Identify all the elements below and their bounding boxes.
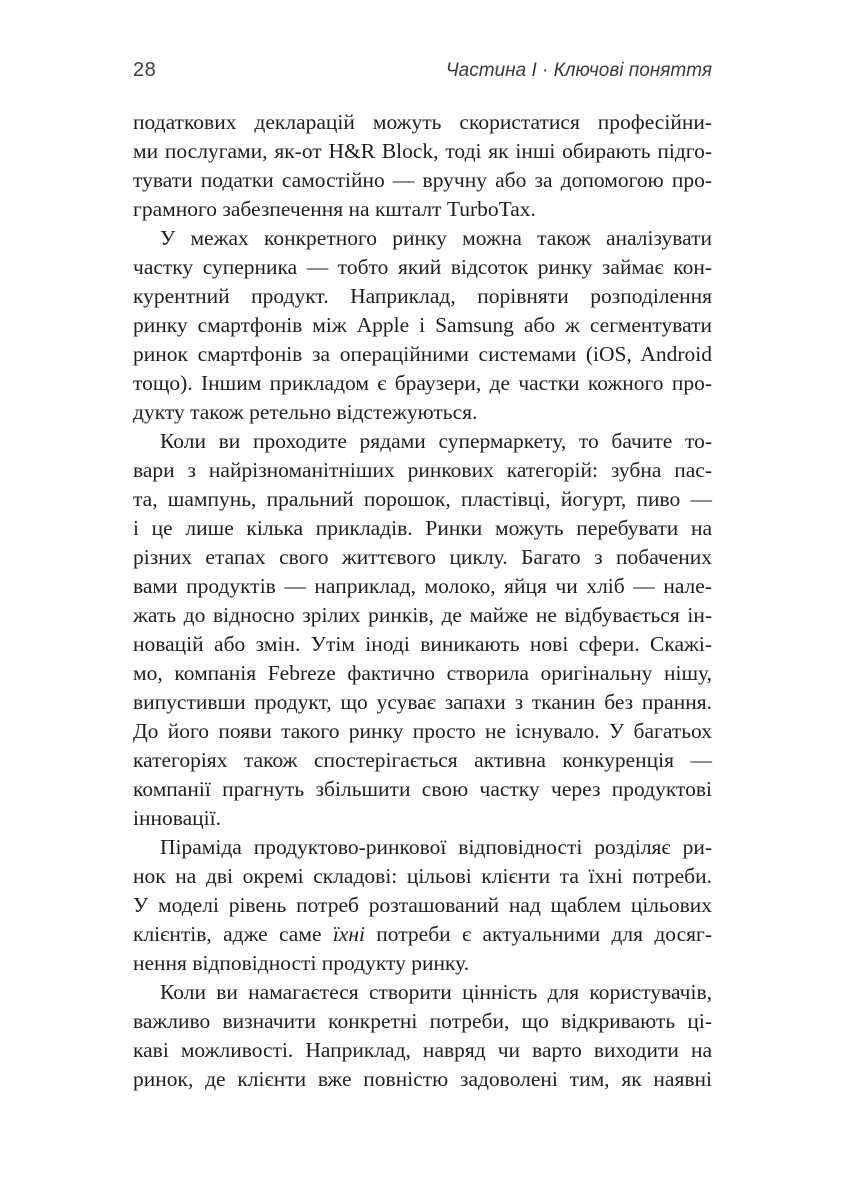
text-line: різних етапах свого життєвого циклу. Багато з побачених	[133, 545, 712, 569]
text-line: курентний продукт. Наприклад, порівняти розподілення	[133, 284, 712, 308]
text-line: нок на дві окремі складові: цільові клієнти та їхні потреби.	[133, 864, 712, 888]
text-block	[133, 108, 712, 1094]
text-line: вами продуктів — наприклад, молоко, яйця чи хліб — нале-	[133, 574, 712, 598]
text-line: дукту також ретельно відстежуються.	[133, 400, 478, 424]
text-line: категоріях також спостерігається активна конкуренція —	[133, 748, 712, 772]
paragraph	[133, 427, 712, 833]
text-line: Піраміда продуктово-ринкової відповідності розділяє ри-	[160, 835, 712, 859]
text-line: нення відповідності продукту ринку.	[133, 951, 470, 975]
text-line: грамного забезпечення на кшталт TurboTax.	[133, 197, 536, 221]
text-line: Коли ви намагаєтеся створити цінність для користувачів,	[160, 980, 712, 1004]
text-line: ми послугами, як-от H&R Block, тоді як інші обирають підго-	[133, 139, 712, 163]
text-line: тощо). Іншим прикладом є браузери, де частки кожного про-	[133, 371, 712, 395]
text-line: Коли ви проходите рядами супермаркету, то бачите то-	[160, 429, 712, 453]
text-line: компанії прагнуть збільшити свою частку через продуктові	[133, 777, 712, 801]
text-line: тувати податки самостійно — вручну або за допомогою про-	[133, 168, 712, 192]
text-line: випустивши продукт, що усуває запахи з тканин без прання.	[133, 690, 712, 714]
text-line: і це лише кілька прикладів. Ринки можуть перебувати на	[133, 516, 712, 540]
paragraph	[133, 108, 712, 224]
text-line: ринок смартфонів за операційними системами (iOS, Android	[133, 342, 712, 366]
text-line: ринок, де клієнти вже повністю задоволені тим, як наявні	[133, 1067, 712, 1091]
text-line: новацій або змін. Утім іноді виникають нові сфери. Скажі-	[133, 632, 712, 656]
text-line: мо, компанія Febreze фактично створила оригінальну нішу,	[133, 661, 712, 685]
text-line: жать до відносно зрілих ринків, де майже не відбувається ін-	[133, 603, 712, 627]
running-head: Частина I · Ключові поняття	[445, 60, 712, 81]
text-line: У межах конкретного ринку можна також аналізувати	[160, 226, 712, 250]
page-number: 28	[133, 59, 157, 81]
text-line: частку суперника — тобто який відсоток ринку займає кон-	[133, 255, 712, 279]
page-header	[133, 58, 712, 83]
text-line: каві можливості. Наприклад, навряд чи варто виходити на	[133, 1038, 712, 1062]
text-line: клієнтів, адже саме їхні потреби є актуальними для досяг-	[133, 922, 712, 946]
text-line: ринку смартфонів між Apple і Samsung або ж сегментувати	[133, 313, 712, 337]
text-line: інновації.	[133, 806, 221, 830]
paragraph	[133, 224, 712, 427]
text-line: До його появи такого ринку просто не існувало. У багатьох	[133, 719, 712, 743]
text-line: важливо визначити конкретні потреби, що відкривають ці-	[133, 1009, 712, 1033]
text-line: та, шампунь, пральний порошок, пластівці, йогурт, пиво —	[133, 487, 712, 511]
text-line: У моделі рівень потреб розташований над щаблем цільових	[133, 893, 712, 917]
text-line: податкових декларацій можуть скористатися професійни-	[133, 110, 712, 134]
paragraph	[133, 833, 712, 978]
text-line: вари з найрізноманітніших ринкових категорій: зубна пас-	[133, 458, 712, 482]
paragraph	[133, 978, 712, 1094]
